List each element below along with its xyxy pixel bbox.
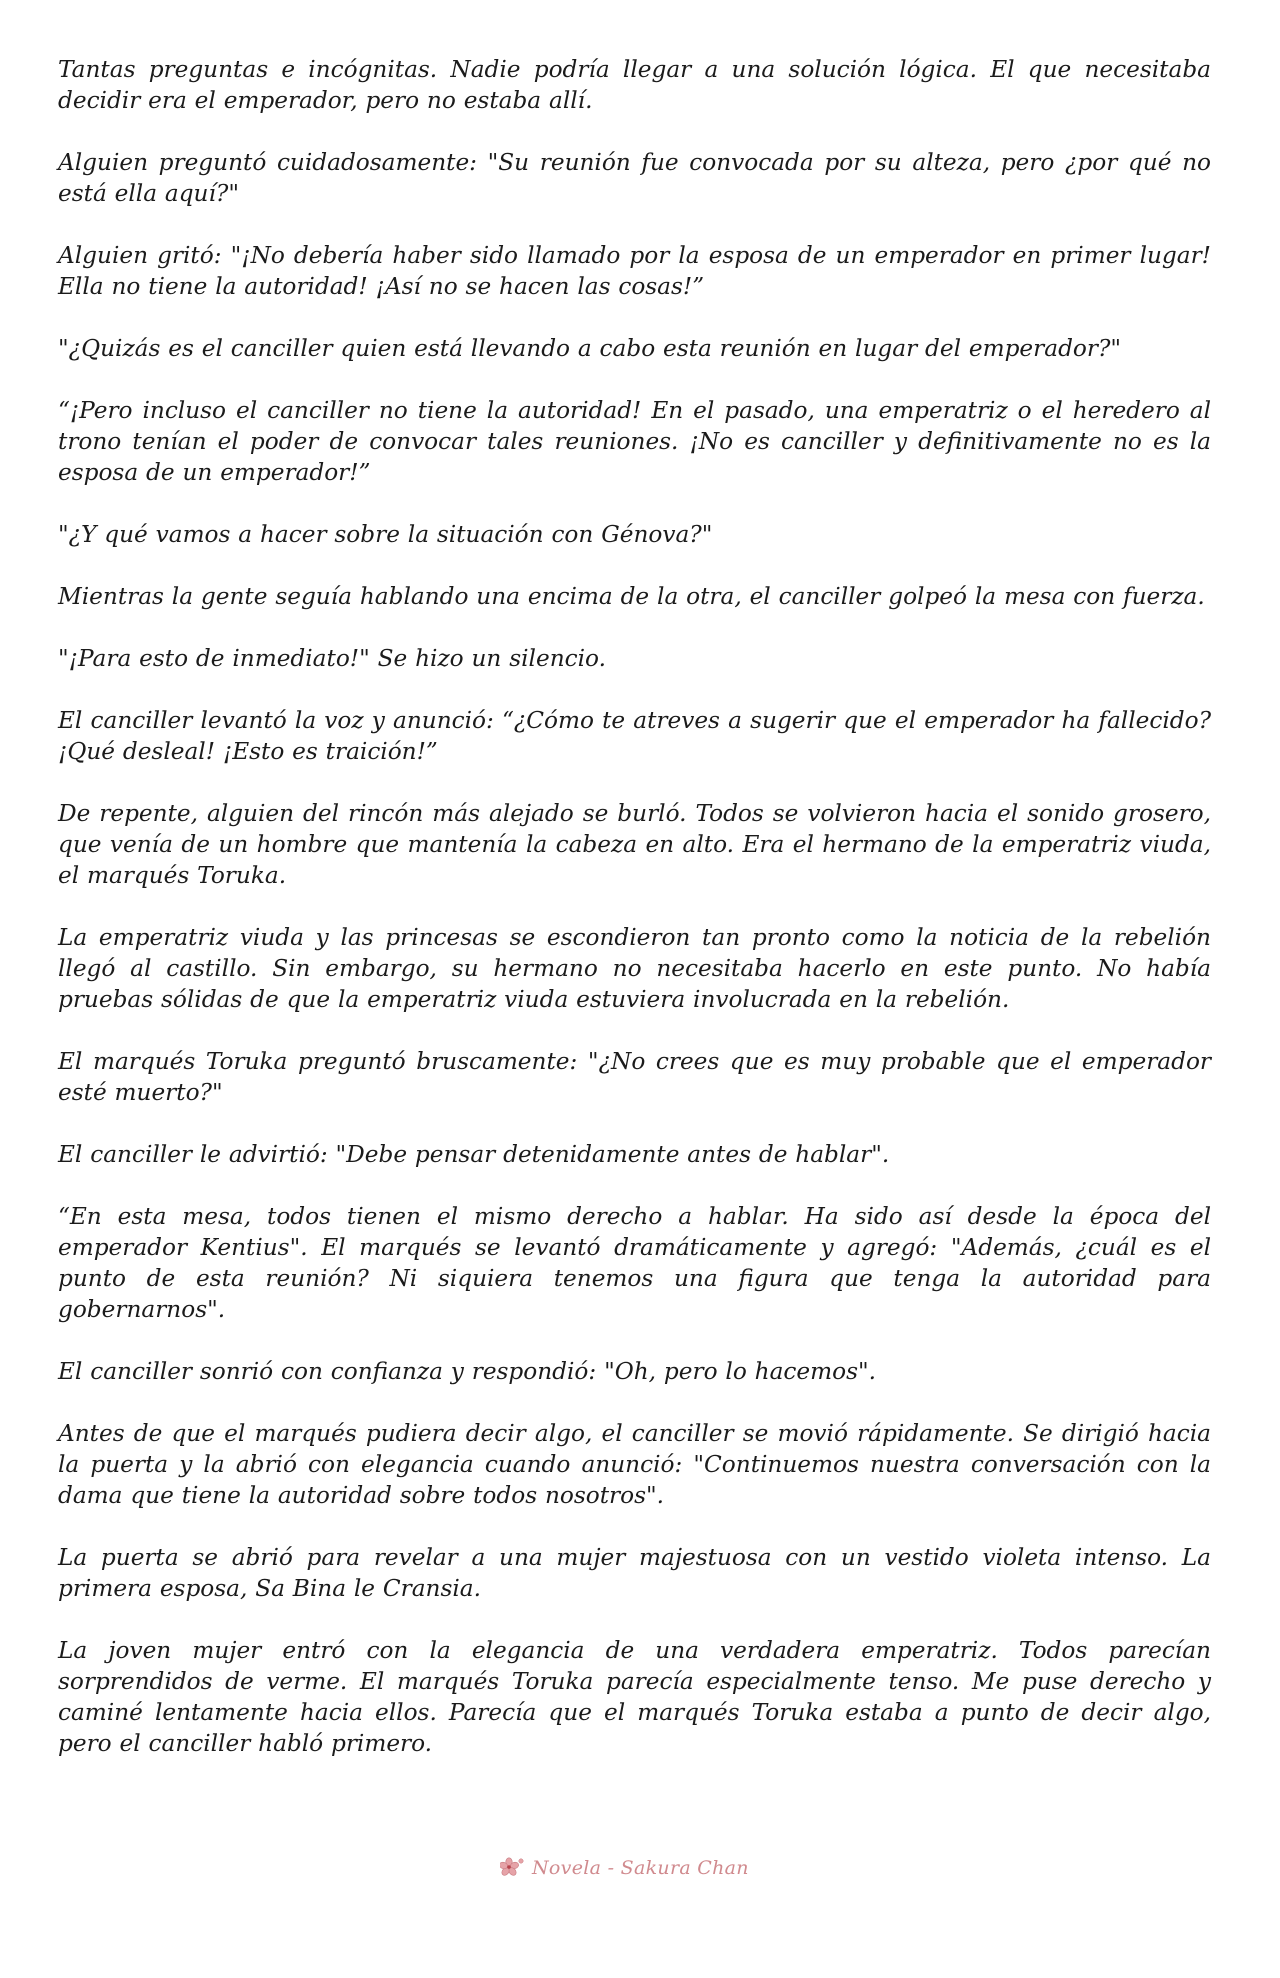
paragraph: La joven mujer entró con la elegancia de una verdadera emperatriz. Todos parecían sorprendidos de verme. El marqués Toruka parecía especialmente tenso. Me puse derecho y caminé lentamente hacia ellos. Parecía que el marqués Toruka estaba a punto de decir algo, pero el canciller habló primero. <box>58 1637 1211 1757</box>
paragraph: "¡Para esto de inmediato!" Se hizo un silencio. <box>58 645 606 672</box>
watermark-footer <box>500 1857 749 1879</box>
paragraph: "¿Quizás es el canciller quien está llevando a cabo esta reunión en lugar del emperador?" <box>58 335 1122 362</box>
sakura-flower-icon <box>500 1857 526 1879</box>
paragraph: “En esta mesa, todos tienen el mismo derecho a hablar. Ha sido así desde la época del emperador Kentius". El marqués se levantó dramáticamente y agregó: "Además, ¿cuál es el punto de esta reunión? Ni siquiera tenemos una figura que tenga la autoridad para gobernarnos". <box>58 1203 1211 1323</box>
paragraph: Mientras la gente seguía hablando una encima de la otra, el canciller golpeó la mesa con fuerza. <box>58 583 1205 610</box>
paragraph: La puerta se abrió para revelar a una mujer majestuosa con un vestido violeta intenso. La primera esposa, Sa Bina le Cransia. <box>58 1544 1211 1602</box>
paragraph: La emperatriz viuda y las princesas se escondieron tan pronto como la noticia de la rebelión llegó al castillo. Sin embargo, su hermano no necesitaba hacerlo en este punto. No había pruebas sólidas de que la emperatriz viuda estuviera involucrada en la rebelión. <box>58 924 1211 1013</box>
paragraph: Alguien preguntó cuidadosamente: "Su reunión fue convocada por su alteza, pero ¿por qué no está ella aquí?" <box>58 149 1211 207</box>
paragraph: Tantas preguntas e incógnitas. Nadie podría llegar a una solución lógica. El que necesitaba decidir era el emperador, pero no estaba allí. <box>58 56 1211 114</box>
watermark-text: Novela - Sakura Chan <box>532 1857 749 1879</box>
paragraph: El marqués Toruka preguntó bruscamente: "¿No crees que es muy probable que el emperador esté muerto?" <box>58 1048 1211 1106</box>
paragraph: "¿Y qué vamos a hacer sobre la situación con Génova?" <box>58 521 713 548</box>
paragraph: El canciller levantó la voz y anunció: “¿Cómo te atreves a sugerir que el emperador ha fallecido? ¡Qué desleal! ¡Esto es traición!” <box>58 707 1211 765</box>
paragraph: De repente, alguien del rincón más alejado se burló. Todos se volvieron hacia el sonido grosero, que venía de un hombre que mantenía la cabeza en alto. Era el hermano de la emperatriz viuda, el marqués Toruka. <box>58 800 1211 889</box>
paragraph: El canciller sonrió con confianza y respondió: "Oh, pero lo hacemos". <box>58 1358 877 1385</box>
document-body <box>58 54 1211 1790</box>
paragraph: Antes de que el marqués pudiera decir algo, el canciller se movió rápidamente. Se dirigió hacia la puerta y la abrió con elegancia cuando anunció: "Continuemos nuestra conversación con la dama que tiene la autoridad sobre todos nosotros". <box>58 1420 1211 1509</box>
paragraph: “¡Pero incluso el canciller no tiene la autoridad! En el pasado, una emperatriz o el heredero al trono tenían el poder de convocar tales reuniones. ¡No es canciller y definitivamente no es la esposa de un emperador!” <box>58 397 1211 486</box>
paragraph: Alguien gritó: "¡No debería haber sido llamado por la esposa de un emperador en primer lugar! Ella no tiene la autoridad! ¡Así no se hacen las cosas!” <box>58 242 1211 300</box>
paragraph: El canciller le advirtió: "Debe pensar detenidamente antes de hablar". <box>58 1141 890 1168</box>
